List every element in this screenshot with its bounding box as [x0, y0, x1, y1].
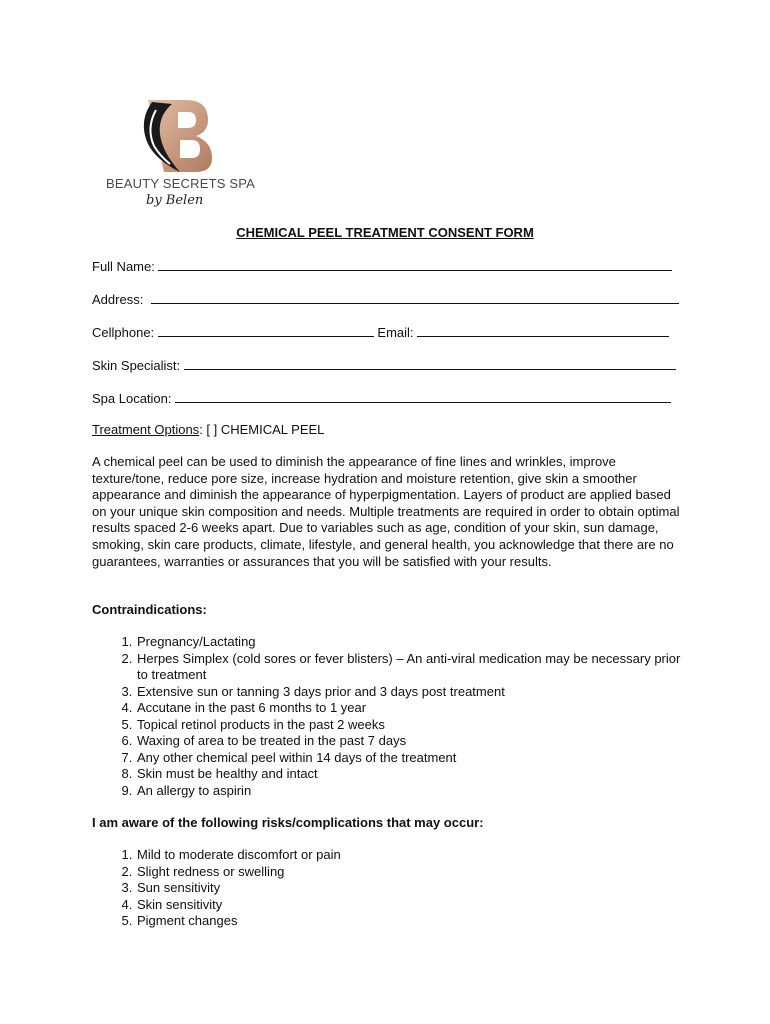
contraindications-heading: Contraindications: [92, 602, 207, 617]
full-name-field [92, 258, 672, 274]
logo-tagline: by Belen [146, 193, 204, 208]
risk-item: 5. Pigment changes [136, 913, 682, 930]
cellphone-label: Cellphone: [92, 325, 155, 340]
risks-list [92, 847, 682, 930]
form-title: CHEMICAL PEEL TREATMENT CONSENT FORM [236, 225, 534, 240]
contraindication-item: 5. Topical retinol products in the past 2 weeks [136, 717, 682, 734]
contraindications-list [92, 634, 682, 799]
skin-specialist-label: Skin Specialist: [92, 358, 181, 373]
email-line[interactable] [417, 324, 669, 337]
spa-location-line[interactable] [175, 390, 671, 403]
contraindication-item: 4. Accutane in the past 6 months to 1 year [136, 700, 682, 717]
contraindication-item: 1. Pregnancy/Lactating [136, 634, 682, 651]
intro-paragraph: A chemical peel can be used to diminish the appearance of fine lines and wrinkles, improve texture/tone, reduce pore size, increase hydration and moisture retention, give skin a smoother appearance and diminish the appearance of hyperpigmentation. Layers of product are applied based on your unique skin composition and needs. Multiple treatments are required in order to obtain optimal results spaced 2-6 weeks apart. Due to variables such as age, condition of your skin, sun damage, smoking, skin care products, climate, lifestyle, and general health, you acknowledge that there are no guarantees, warranties or assurances that you will be satisfied with your results. [92, 454, 680, 569]
risk-item: 2. Slight redness or swelling [136, 864, 682, 881]
full-name-label: Full Name: [92, 259, 155, 274]
contraindication-item: 7. Any other chemical peel within 14 days of the treatment [136, 750, 682, 767]
contact-field [92, 324, 669, 340]
contraindication-item: 8. Skin must be healthy and intact [136, 766, 682, 783]
treatment-options-value[interactable]: : [ ] CHEMICAL PEEL [199, 422, 325, 437]
contraindication-item: 3. Extensive sun or tanning 3 days prior and 3 days post treatment [136, 684, 682, 701]
skin-specialist-line[interactable] [184, 357, 676, 370]
cellphone-line[interactable] [158, 324, 374, 337]
contraindication-item: 9. An allergy to aspirin [136, 783, 682, 800]
risk-item: 3. Sun sensitivity [136, 880, 682, 897]
spa-location-field [92, 390, 671, 406]
address-label: Address: [92, 292, 144, 307]
risk-item: 4. Skin sensitivity [136, 897, 682, 914]
skin-specialist-field [92, 357, 676, 373]
spa-location-label: Spa Location: [92, 391, 172, 406]
risk-item: 1. Mild to moderate discomfort or pain [136, 847, 682, 864]
contraindication-item: 6. Waxing of area to be treated in the past 7 days [136, 733, 682, 750]
treatment-options-label: Treatment Options [92, 422, 200, 437]
address-line[interactable] [151, 291, 679, 304]
contraindication-item: 2. Herpes Simplex (cold sores or fever blisters) – An anti-viral medication may be necessary prior to treatment [136, 651, 682, 684]
full-name-line[interactable] [158, 258, 672, 271]
logo-wordmark: BEAUTY SECRETS SPA [106, 176, 256, 191]
address-field [92, 291, 679, 307]
treatment-options-field [92, 422, 324, 437]
risks-heading: I am aware of the following risks/complications that may occur: [92, 815, 484, 830]
email-label: Email: [377, 325, 414, 340]
